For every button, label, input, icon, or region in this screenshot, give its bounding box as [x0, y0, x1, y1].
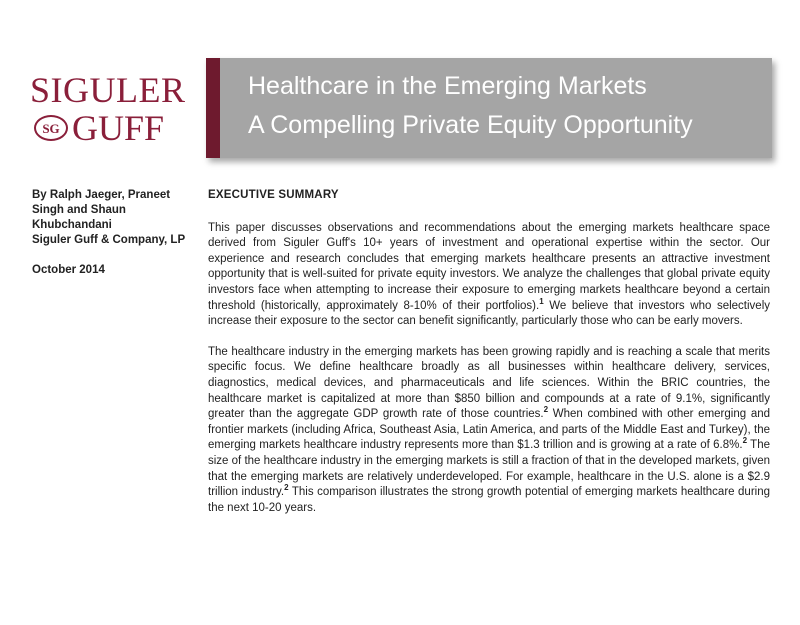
logo-line-2-text: GUFF — [72, 108, 165, 148]
paragraph-1 — [208, 221, 770, 330]
document-title: Healthcare in the Emerging Markets — [248, 72, 647, 100]
logo-line-1: SIGULER — [30, 70, 186, 110]
paragraph-1-text-a: This paper discusses observations and recommendations about the emerging markets healthcare space derived from Siguler Guff's 10+ years of investment and operational expertise within the sector. Our experience and research concludes that emerging markets healthcare presents an attractive investment opportunity that is well-suited for private equity investors. We analyze the challenges that global private equity investors face when attempting to increase their exposure to emerging markets healthcare beyond a certain threshold (historically, approximately 8-10% of their portfolios). — [208, 221, 770, 312]
logo-line-2 — [30, 110, 200, 146]
banner-accent-bar — [206, 58, 220, 158]
publication-date: October 2014 — [32, 264, 105, 276]
siguler-guff-logo — [30, 72, 200, 146]
paragraph-2-text-c: The size of the healthcare industry in the emerging markets is still a fraction of that in the developed markets, given that the emerging markets are relatively underdeveloped. For example, healthcare in the U.S. alone is a $2.9 trillion industry. — [208, 439, 770, 499]
paragraph-2-text-d: This comparison illustrates the strong growth potential of emerging markets healthcare during the next 10-20 years. — [208, 486, 771, 514]
footnote-ref: 2 — [742, 436, 748, 446]
main-content — [208, 188, 770, 531]
paragraph-2-text-b: When combined with other emerging and frontier markets (including Africa, Southeast Asia, Latin America, and parts of the Middle East and Turkey), the emerging markets healthcare industry represents more than $1.3 trillion and is growing at a rate of 6.8%. — [208, 408, 771, 452]
footnote-ref: 1 — [539, 296, 544, 306]
author-sidebar — [32, 188, 192, 278]
title-banner — [206, 58, 772, 158]
paragraph-1-text-b: We believe that investors who selectively increase their exposure to the sector can benefit significantly, particularly those who can be early movers. — [208, 299, 771, 328]
section-heading: EXECUTIVE SUMMARY — [208, 189, 339, 201]
authors: By Ralph Jaeger, Praneet Singh and Shaun Khubchandani — [32, 189, 171, 231]
document-subtitle: A Compelling Private Equity Opportunity — [248, 111, 693, 139]
footnote-ref: 2 — [284, 483, 289, 493]
paragraph-2-text-a: The healthcare industry in the emerging markets has been growing rapidly and is reaching a scale that merits specific focus. We define healthcare broadly as all businesses within healthcare delivery, services, diagnostics, medical devices, and pharmaceuticals and life sciences. Within the BRIC countries, the healthcare market is capitalized at more than $850 billion and compounds at a rate of 9.1%, significantly greater than the aggregate GDP growth rate of those countries. — [208, 345, 770, 421]
company: Siguler Guff & Company, LP — [32, 234, 186, 246]
paragraph-2 — [208, 345, 770, 517]
footnote-ref: 2 — [543, 405, 549, 415]
logo-monogram: SG — [34, 115, 68, 141]
